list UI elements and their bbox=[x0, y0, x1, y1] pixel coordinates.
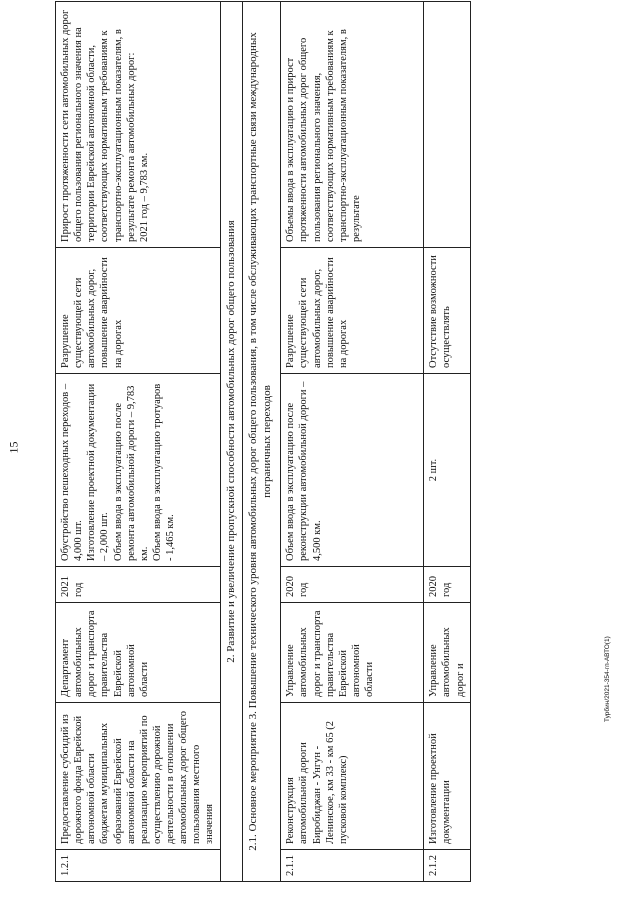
year: 2020 год bbox=[281, 567, 424, 603]
measure-name: Реконструкция автомобильной дороги Биробиджан - Унгун - Ленинское, км 33 - км 65 (2 пусковой комплекс) bbox=[281, 703, 424, 850]
rotated-table-container bbox=[55, 2, 615, 882]
executor: Управление автомобильных дорог и транспорта правительства Еврейской автономной области bbox=[281, 603, 424, 703]
executor: Департамент автомобильных дорог и транспорта правительства Еврейской автономной области bbox=[56, 603, 221, 703]
table-row bbox=[281, 2, 424, 882]
table-row bbox=[424, 2, 470, 882]
measures-table bbox=[55, 1, 471, 882]
measure-name: Изготовление проектной документации bbox=[424, 703, 470, 850]
consequence: Разрушение существующей сети автомобильных дорог, повышение аварийности на дорогах bbox=[281, 248, 424, 374]
expected-result: 2 шт. bbox=[424, 374, 470, 567]
expected-result: Объем ввода в эксплуатацию после реконструкции автомобильной дороги – 4,500 км. bbox=[281, 374, 424, 567]
section-heading bbox=[243, 2, 281, 882]
row-number: 1.2.1 bbox=[56, 850, 221, 882]
section-2-1-title: 2.1. Основное мероприятие 3. Повышение технического уровня автомобильных дорог общего пользования, в том числе обслуживающих транспортные связи международных пограничных переходов bbox=[243, 2, 281, 882]
indicator: Прирост протяженности сети автомобильных дорог общего пользования регионального значения на территории Еврейской автономной области, соответствующих нормативным требованиям к транспортно-эксплуатационным показателям, в результате ремонта автомобильных дорог: 2021 год – 9,783 км. bbox=[56, 2, 221, 248]
section-2-title: 2. Развитие и увеличение пропускной способности автомобильных дорог общего пользования bbox=[220, 2, 243, 882]
row-number: 2.1.2 bbox=[424, 850, 470, 882]
executor: Управление автомобильных дорог и bbox=[424, 603, 470, 703]
indicator bbox=[424, 2, 470, 248]
table-row bbox=[56, 2, 221, 882]
consequence: Разрушение существующей сети автомобильных дорог, повышение аварийности на дорогах bbox=[56, 248, 221, 374]
year: 2021 год bbox=[56, 567, 221, 603]
expected-result: Обустройство пешеходных переходов – 4,000 шт. Изготовление проектной документации – 2,000 шт. Объем ввода в эксплуатацию после ремонта автомобильной дороги – 9,783 км. Объем ввода в эксплуатацию тротуаров - 1,465 км. bbox=[56, 374, 221, 567]
document-code: Турбин/2021-354-гп-АВТО(1) bbox=[604, 636, 611, 722]
year: 2020 год bbox=[424, 567, 470, 603]
row-number: 2.1.1 bbox=[281, 850, 424, 882]
section-heading bbox=[220, 2, 243, 882]
measure-name: Предоставление субсидий из дорожного фонда Еврейской автономной области бюджетам муниципальных образований Еврейской автономной области на реализацию мероприятий по осуществлению дорожной деятельности в отношении автомобильных дорог общего пользования местного значения bbox=[56, 703, 221, 850]
consequence: Отсутствие возможности осуществлять bbox=[424, 248, 470, 374]
page-number: 15 bbox=[6, 441, 21, 454]
indicator: Объемы ввода в эксплуатацию и прирост протяженности автомобильных дорог общего пользования регионального значения, соответствующих нормативным требованиям к транспортно-эксплуатационным показателям, в результате bbox=[281, 2, 424, 248]
